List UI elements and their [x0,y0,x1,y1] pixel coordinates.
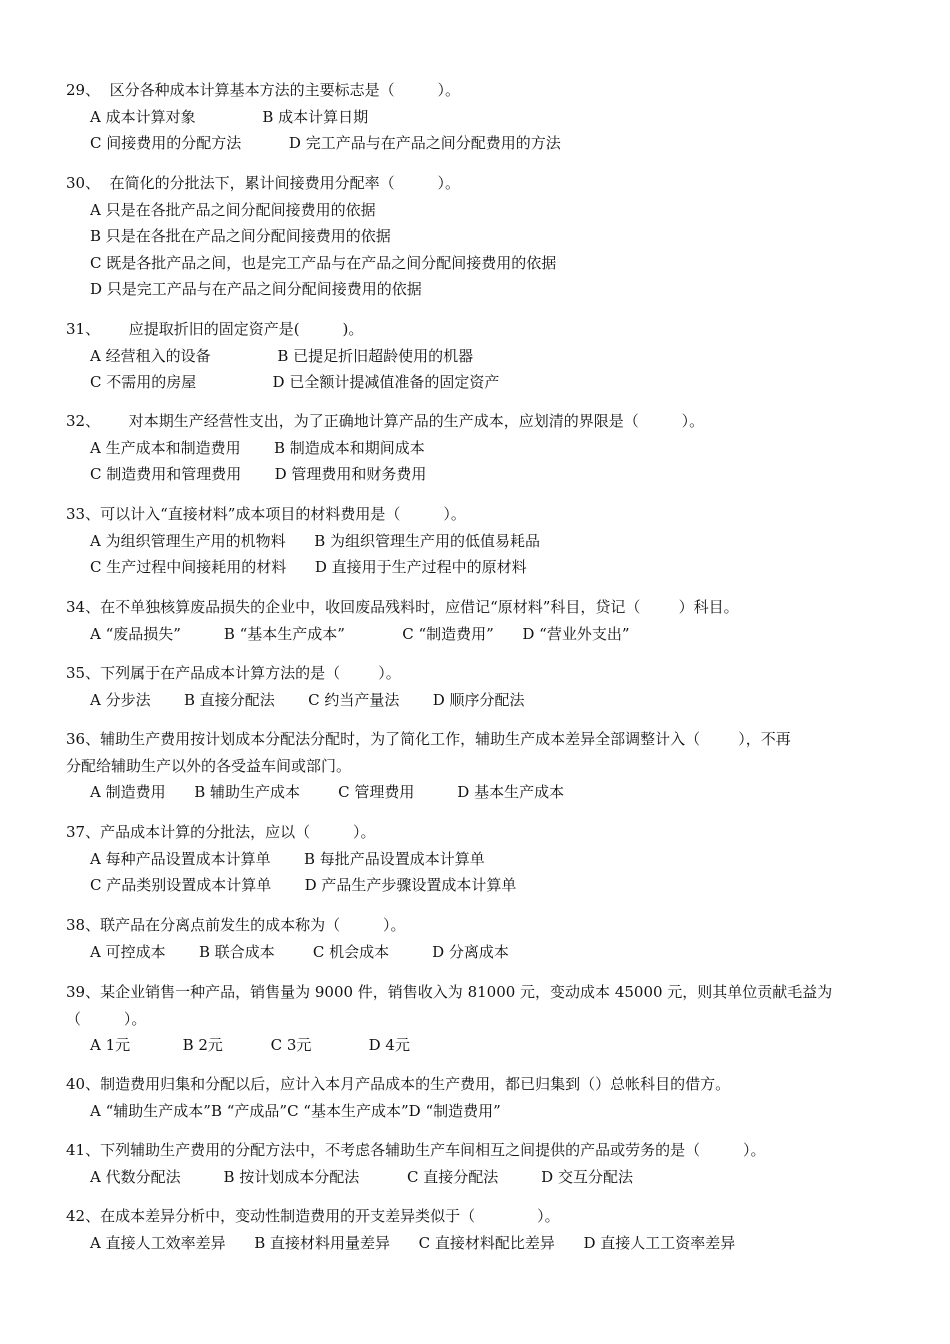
question-30 [66,170,896,303]
question-stem: 35、下列属于在产品成本计算方法的是（ ）。 [66,664,401,682]
question-stem-continued: （ ）。 [66,1009,147,1028]
question-stem: 32、 对本期生产经营性支出，为了正确地计算产品的生产成本，应划清的界限是（ ）。 [66,412,705,430]
question-stem: 40、制造费用归集和分配以后，应计入本月产品成本的生产费用，都已归集到（）总帐科目的借方。 [66,1075,731,1093]
question-38 [66,912,896,965]
options-row: A 经营租入的设备 B 已提足折旧超龄使用的机器 [90,346,474,365]
options-row: C 产品类别设置成本计算单 D 产品生产步骤设置成本计算单 [90,876,517,894]
options-row: C 制造费用和管理费用 D 管理费用和财务费用 [90,465,427,483]
question-stem: 29、 区分各种成本计算基本方法的主要标志是（ ）。 [66,81,461,99]
question-40 [66,1071,896,1124]
options-row: A 只是在各批产品之间分配间接费用的依据 [90,200,376,219]
options-row: A 为组织管理生产用的机物料 B 为组织管理生产用的低值易耗品 [90,531,541,550]
question-stem: 36、辅助生产费用按计划成本分配法分配时，为了简化工作，辅助生产成本差异全部调整计入（ ），不再 [66,730,791,748]
options-row: B 只是在各批在产品之间分配间接费用的依据 [90,227,391,245]
options-row: D 只是完工产品与在产品之间分配间接费用的依据 [90,280,422,298]
options-row: C 既是各批产品之间，也是完工产品与在产品之间分配间接费用的依据 [90,253,557,272]
question-39 [66,979,896,1059]
question-31 [66,316,896,396]
options-row: A 分步法 B 直接分配法 C 约当产量法 D 顺序分配法 [90,690,525,709]
options-row: A 直接人工效率差异 B 直接材料用量差异 C 直接材料配比差异 D 直接人工工资率差异 [90,1233,736,1252]
question-stem: 42、在成本差异分析中，变动性制造费用的开支差异类似于（ ）。 [66,1207,560,1225]
options-row: A 每种产品设置成本计算单 B 每批产品设置成本计算单 [90,849,485,868]
question-stem: 33、可以计入“直接材料”成本项目的材料费用是（ ）。 [66,505,466,523]
options-row: C 不需用的房屋 D 已全额计提减值准备的固定资产 [90,373,500,391]
question-stem: 30、 在简化的分批法下，累计间接费用分配率（ ）。 [66,174,461,192]
question-stem: 39、某企业销售一种产品，销售量为 9000 件，销售收入为 81000 元，变动成本 45000 元，则其单位贡献毛益为 [66,983,833,1001]
question-stem: 37、产品成本计算的分批法，应以（ ）。 [66,823,376,841]
question-stem-continued: 分配给辅助生产以外的各受益车间或部门。 [66,756,352,775]
question-stem: 38、联产品在分离点前发生的成本称为（ ）。 [66,916,406,934]
options-row: A 成本计算对象 B 成本计算日期 [90,107,369,126]
question-36 [66,726,896,806]
options-row: A “废品损失” B “基本生产成本” C “制造费用” D “营业外支出” [90,624,630,643]
question-32 [66,408,896,488]
question-35 [66,660,896,713]
question-41 [66,1137,896,1190]
question-29 [66,77,896,157]
options-row: A 代数分配法 B 按计划成本分配法 C 直接分配法 D 交互分配法 [90,1167,633,1186]
options-row: A 1元 B 2元 C 3元 D 4元 [90,1036,410,1054]
options-row: A 制造费用 B 辅助生产成本 C 管理费用 D 基本生产成本 [90,783,565,801]
options-row: C 间接费用的分配方法 D 完工产品与在产品之间分配费用的方法 [90,134,561,152]
question-33 [66,501,896,581]
options-row: A 可控成本 B 联合成本 C 机会成本 D 分离成本 [90,942,509,961]
question-stem: 31、 应提取折旧的固定资产是( )。 [66,320,364,338]
options-row: A “辅助生产成本”B “产成品”C “基本生产成本”D “制造费用” [90,1101,501,1120]
options-row: A 生产成本和制造费用 B 制造成本和期间成本 [90,438,425,457]
question-stem: 41、下列辅助生产费用的分配方法中，不考虑各辅助生产车间相互之间提供的产品或劳务的是（ ）。 [66,1141,766,1159]
options-row: C 生产过程中间接耗用的材料 D 直接用于生产过程中的原材料 [90,558,527,576]
question-34 [66,594,896,647]
question-42 [66,1203,896,1256]
question-stem: 34、在不单独核算废品损失的企业中，收回废品残料时，应借记“原材料”科目，贷记（ ）科目。 [66,598,739,616]
question-37 [66,819,896,899]
